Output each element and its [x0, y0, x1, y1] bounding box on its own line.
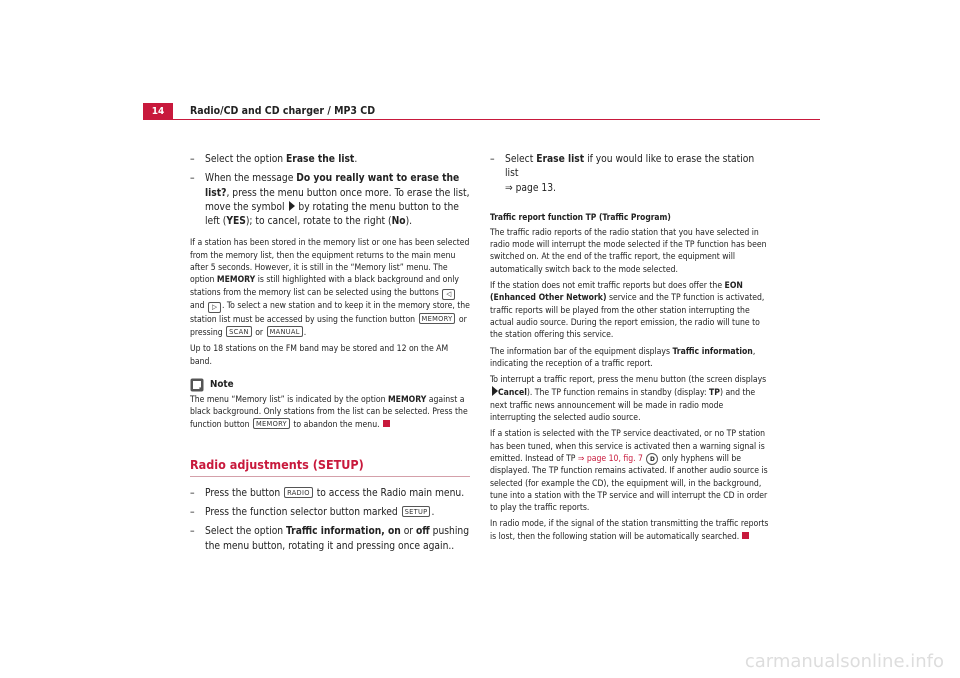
text: , press the menu button once more. To erase the list, move the symbol — [205, 187, 470, 213]
figure-link[interactable]: ⇒ page 10, fig. 7 — [577, 453, 643, 464]
dash: – — [190, 487, 195, 499]
text: The menu “Memory list” is indicated by the option — [190, 394, 388, 405]
text: When the message — [205, 173, 297, 185]
note-header — [190, 378, 470, 392]
text: ). The TP function remains in standby (display: — [526, 388, 710, 399]
traffic-subheading: Traffic report function TP (Traffic Program) — [490, 211, 671, 222]
text: . — [431, 507, 435, 519]
eon-label: EON (Enhanced Other Network) — [490, 281, 743, 304]
memory-option: MEMORY — [216, 275, 256, 286]
stations-paragraph: Up to 18 stations on the FM band may be stored and 12 on the AM band. — [190, 344, 449, 367]
dash: – — [190, 507, 195, 519]
memory-option: MEMORY — [387, 394, 427, 405]
scan-key: SCAN — [226, 326, 252, 337]
header-rule — [143, 119, 820, 120]
text: In radio mode, if the signal of the station transmitting the traffic reports is lost, then the following station will be automatically searched. — [490, 519, 769, 542]
text: The information bar of the equipment displays — [490, 346, 673, 357]
text: service and the TP function is activated, traffic reports will be played from the other station interrupting the actual audio source. During the report emission, the radio will tune to the station offering this service. — [490, 293, 765, 341]
text: Select — [505, 154, 537, 165]
memory-key: MEMORY — [419, 313, 456, 324]
text: and — [190, 300, 208, 311]
yes-label: YES — [226, 216, 246, 228]
traffic-paragraph-4 — [490, 374, 770, 424]
traffic-info-label: Traffic information — [672, 346, 753, 357]
section-title: Radio adjustments (SETUP) — [190, 458, 470, 477]
text: ) and the next traffic news announcement will be made in radio mode interrupting the selected audio source. — [490, 388, 756, 424]
text: , indicating the reception of a traffic report. — [490, 346, 756, 369]
traffic-paragraph-3 — [490, 346, 770, 371]
step-confirm-erase — [190, 172, 470, 229]
text: Press the button — [205, 487, 284, 499]
traffic-paragraph-2 — [490, 280, 770, 341]
step-erase-list — [190, 153, 470, 167]
text: or — [400, 526, 416, 538]
section-end-icon — [742, 532, 749, 539]
note-title: Note — [210, 378, 234, 390]
text: or — [252, 327, 266, 338]
watermark: carmanualsonline.info — [744, 651, 944, 672]
traffic-info-option: Traffic information, on — [286, 526, 401, 538]
page-header-title: Radio/CD and CD charger / MP3 CD — [190, 105, 376, 117]
text: to access the Radio main menu. — [313, 487, 465, 499]
step-press-setup — [190, 506, 470, 520]
text: ); to cancel, rotate to the right ( — [245, 216, 392, 228]
off-option: off — [415, 526, 430, 538]
text: pushing the menu button, rotating it and pressing once again.. — [205, 526, 470, 552]
text: If a station is selected with the TP service deactivated, or no TP station has been tuned, when this service is activated then a warning signal is emitted. Instead of TP — [490, 429, 766, 464]
text: Select the option — [205, 526, 287, 538]
page-number: 14 — [143, 103, 173, 120]
note-icon — [190, 378, 204, 392]
traffic-paragraph-1: The traffic radio reports of the radio station that you have selected in radio mode will interrupt the mode selected if the TP function has been switched on. At the end of the traffic report, the equipment will automatically switch back to the mode selected. — [490, 227, 767, 275]
left-column — [190, 153, 470, 559]
step-traffic-info — [190, 525, 470, 554]
dash: – — [190, 173, 195, 185]
radio-key: RADIO — [284, 487, 313, 498]
note-box — [190, 378, 470, 432]
text: by rotating the menu button to the left ( — [205, 201, 459, 228]
text: Press the function selector button marked — [205, 507, 401, 519]
text: If the station does not emit traffic reports but does offer the — [490, 281, 725, 292]
message-text: Do you really want to erase the list? — [205, 173, 460, 199]
text: against a black background. Only stations from the list can be selected. Press the function button — [190, 394, 468, 431]
right-column — [490, 153, 770, 547]
dash: – — [190, 526, 195, 538]
text: to abandon the menu. — [290, 420, 380, 431]
text: . To select a new station and to keep it in the memory store, the station list must be accessed by using the function button — [190, 300, 470, 325]
memory-key: MEMORY — [253, 418, 290, 429]
text: If a station has been stored in the memory list or one has been selected from the memory list, then the equipment returns to the main menu after 5 seconds. However, it is still in the “Memory list” menu. The option — [190, 238, 470, 286]
text: . — [354, 154, 358, 165]
section-end-icon — [383, 420, 390, 427]
traffic-paragraph-5 — [490, 428, 770, 514]
traffic-paragraph-6 — [490, 518, 770, 543]
option-erase-the-list: Erase the list — [286, 154, 355, 165]
page-reference: ⇒ page 13. — [505, 182, 556, 194]
no-label: No — [391, 216, 406, 228]
text: To interrupt a traffic report, press the menu button (the screen displays — [490, 375, 767, 386]
manual-key: MANUAL — [267, 326, 303, 337]
text: is still highlighted with a black background and only stations from the memory list can be selected using the buttons — [190, 275, 459, 298]
setup-key: SETUP — [402, 506, 431, 517]
dash: – — [190, 154, 195, 165]
seek-forward-key-icon: ▷ — [208, 302, 221, 313]
text: only hyphens will be displayed. The TP function remains activated. If another audio source is selected (for example the CD), the equipment will, in the background, tune into a station with the TP service and will interrupt the CD in order to play the traffic reports. — [490, 453, 768, 514]
seek-back-key-icon: ◁ — [442, 289, 455, 300]
erase-list-option: Erase list — [536, 154, 585, 165]
cancel-label: Cancel — [498, 388, 527, 399]
callout-d-icon: D — [646, 453, 658, 465]
memory-paragraph — [190, 237, 470, 339]
tp-label: TP — [709, 388, 720, 399]
text: ). — [405, 216, 413, 228]
step-erase-station-list — [490, 153, 770, 196]
text: Select the option — [205, 154, 287, 165]
step-press-radio — [190, 487, 470, 501]
text: if you would like to erase the station list — [505, 154, 755, 180]
text: or pressing — [190, 314, 467, 338]
note-text — [190, 394, 470, 432]
dash: – — [490, 154, 495, 165]
text: . — [303, 327, 307, 338]
